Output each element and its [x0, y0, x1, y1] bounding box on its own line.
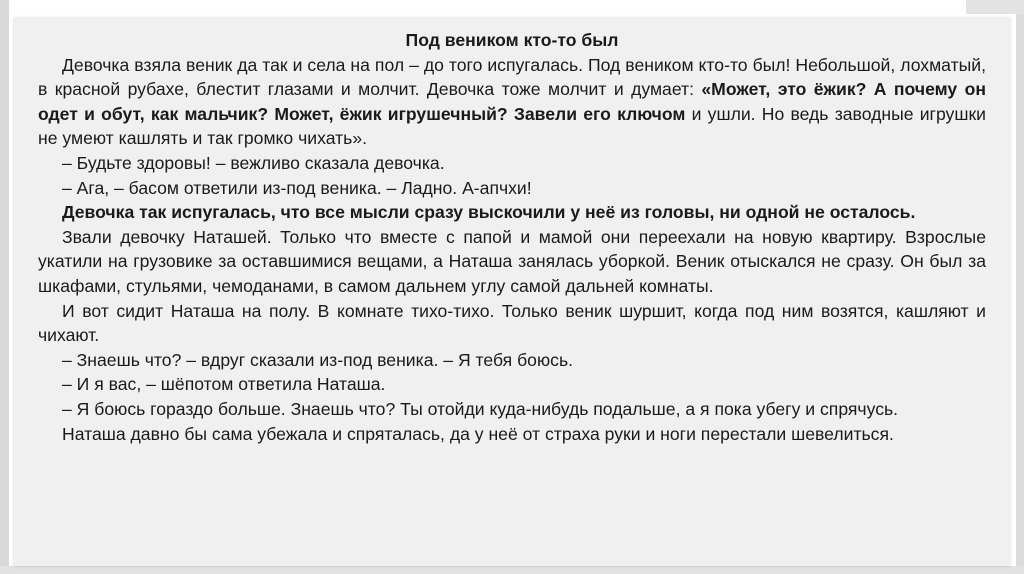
bottom-border	[0, 566, 1024, 574]
paragraph-1	[38, 53, 986, 151]
paragraph-10: Наташа давно бы сама убежала и спряталась, да у неё от страха руки и ноги перестали шевелиться.	[62, 423, 894, 444]
paragraph-3: – Ага, – басом ответили из-под веника. – Ладно. А-апчхи!	[62, 177, 532, 198]
document-body	[38, 28, 986, 446]
left-border	[0, 0, 9, 574]
document-title: Под веником кто-то был	[405, 30, 619, 50]
paragraph-1-text: Девочка взяла веник да так и села на пол – до того испугалась. Под веником кто-то был! Небольшой, лохматый, в красной рубахе, блестит глазами и молчит. Девочка тоже молчит и думает:	[38, 54, 986, 100]
paragraph-8: – И я вас, – шёпотом ответила Наташа.	[62, 374, 386, 395]
paragraph-4: Девочка так испугалась, что все мысли сразу выскочили у неё из головы, ни одной не осталось.	[62, 202, 916, 223]
right-border	[1016, 0, 1024, 574]
paragraph-2: – Будьте здоровы! – вежливо сказала девочка.	[62, 152, 445, 173]
paragraph-1-tail: и ушли. Но ведь заводные игрушки не умеют кашлять и так громко чихать».	[38, 103, 986, 149]
paragraph-5: Звали девочку Наташей. Только что вместе с папой и мамой они переехали на новую квартиру. Взрослые укатили на грузовике за оставшимися вещами, а Наташа занялась уборкой. Веник отыскался не сразу. Он был за шкафами, стульями, чемоданами, в самом дальнем углу самой дальней комнаты.	[38, 226, 986, 296]
paragraph-1-bold: «Может, это ёжик? А почему он одет и обут, как мальчик? Может, ёжик игрушечный? Завели его ключом	[38, 79, 986, 124]
corner-accent	[966, 0, 1024, 14]
document-page	[14, 18, 1010, 566]
paragraph-9: – Я боюсь гораздо больше. Знаешь что? Ты отойди куда-нибудь подальше, а я пока убегу и спрячусь.	[62, 398, 899, 419]
paragraph-6: И вот сидит Наташа на полу. В комнате тихо-тихо. Только веник шуршит, когда под ним возятся, кашляют и чихают.	[38, 300, 986, 346]
paragraph-7: – Знаешь что? – вдруг сказали из-под веника. – Я тебя боюсь.	[62, 349, 573, 370]
